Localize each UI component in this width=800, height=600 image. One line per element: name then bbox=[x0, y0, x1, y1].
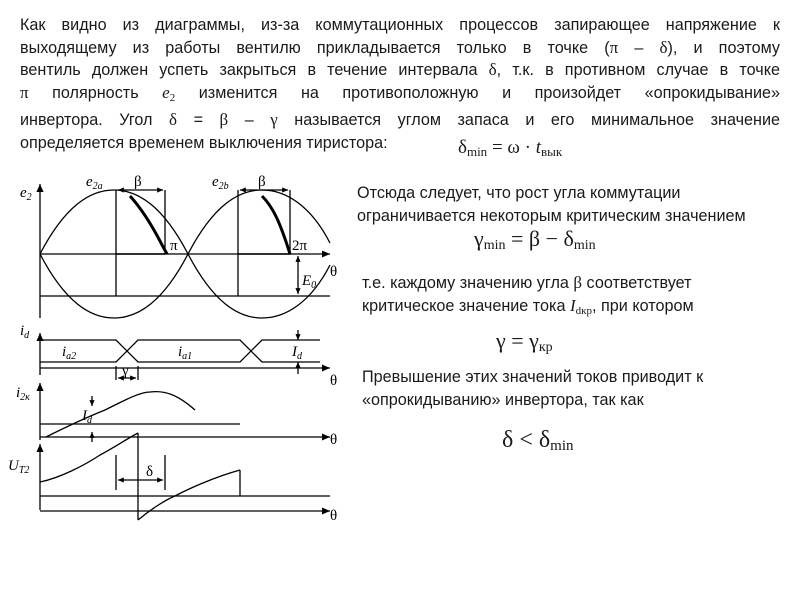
label-id: $i_d$ bbox=[20, 323, 30, 341]
label-pi: π bbox=[170, 238, 178, 254]
output-voltage-1 bbox=[130, 196, 167, 254]
label-e2: $e_2$ bbox=[20, 185, 32, 203]
equals: = bbox=[487, 137, 508, 158]
label-e2b: $e_{2b}$ bbox=[212, 174, 229, 192]
subscript: dкр bbox=[575, 304, 593, 317]
beta-symbol: β bbox=[573, 273, 583, 292]
right-text-1: Отсюда следует, что рост угла коммутации ограничивается некоторым критическим значением bbox=[357, 184, 746, 225]
label-ia1: $i_{a1}$ bbox=[178, 344, 193, 362]
para-text: , при котором bbox=[592, 296, 694, 315]
subscript: min bbox=[550, 438, 574, 454]
formula-rest: < δ bbox=[513, 427, 551, 453]
minus: – bbox=[228, 111, 271, 129]
label-E0: $E_0$ bbox=[302, 273, 317, 291]
I-symbol: I bbox=[569, 295, 576, 315]
gamma-symbol: γ bbox=[474, 226, 484, 251]
subscript: min bbox=[483, 238, 506, 253]
beta-symbol: β bbox=[219, 110, 229, 129]
UT2-after bbox=[138, 470, 240, 520]
para-text: инвертора. Угол bbox=[20, 111, 170, 129]
label-beta-1: β bbox=[134, 174, 142, 190]
label-2pi: 2π bbox=[292, 238, 308, 254]
para-text: ), и поэтому bbox=[667, 38, 780, 57]
para-text: называется углом запаса и его минимальное значение bbox=[277, 111, 781, 129]
t-symbol: t bbox=[535, 137, 542, 158]
subscript: min bbox=[573, 238, 596, 253]
gamma-symbol: γ bbox=[496, 328, 506, 353]
subscript: вык bbox=[541, 144, 563, 159]
omega-symbol: ω bbox=[507, 137, 520, 158]
pi-symbol: π bbox=[20, 82, 29, 102]
formula-rest: = γ bbox=[505, 328, 539, 353]
pi-symbol: π bbox=[609, 37, 619, 57]
subscript: 2 bbox=[169, 91, 176, 104]
para-text: т.е. каждому значению угла bbox=[362, 274, 574, 292]
para-text: выходящему из работы вентилю прикладывается только в точке ( bbox=[20, 38, 610, 57]
label-beta-2: β bbox=[258, 174, 266, 190]
label-delta: δ bbox=[146, 464, 154, 480]
subscript: кр bbox=[538, 340, 553, 355]
UT2-rising bbox=[40, 433, 138, 482]
para-text: , т.к. в противном случае в точке bbox=[496, 61, 780, 79]
equals: = bbox=[177, 111, 220, 129]
para-text: полярность bbox=[28, 83, 163, 102]
e-letter: e bbox=[162, 82, 170, 102]
label-Id: $I_d$ bbox=[292, 344, 302, 362]
delta-symbol: δ bbox=[488, 60, 497, 79]
label-Id2: $I_d$ bbox=[82, 408, 92, 426]
gamma-symbol: γ bbox=[270, 110, 278, 129]
label-theta-3: θ bbox=[330, 432, 338, 448]
label-theta-2: θ bbox=[330, 373, 338, 389]
dot: · bbox=[519, 137, 536, 158]
output-voltage-2 bbox=[262, 196, 290, 254]
label-ia2: $i_{a2}$ bbox=[62, 344, 77, 362]
label-gamma: γ bbox=[122, 363, 129, 379]
i2k-curve bbox=[46, 392, 195, 437]
label-i2k: $i_{2к}$ bbox=[16, 385, 30, 403]
delta-symbol: δ bbox=[502, 427, 514, 453]
subscript: min bbox=[466, 144, 488, 159]
para-text: вентиль должен успеть закрыться в течение интервала bbox=[20, 61, 489, 79]
label-e2a: $e_{2a}$ bbox=[86, 174, 103, 192]
right-text-3: Превышение этих значений токов приводит к «опрокидыванию» инвертора, так как bbox=[362, 368, 704, 409]
para-text: изменится на противоположную и произойдет «опрокидывание» bbox=[175, 83, 780, 102]
delta-symbol: δ bbox=[458, 137, 467, 158]
delta-symbol: δ bbox=[169, 110, 178, 129]
dash: – bbox=[618, 38, 660, 57]
formula-rest: = β − δ bbox=[505, 226, 574, 251]
para-line-6: определяется временем выключения тиристора: bbox=[20, 133, 388, 152]
para-text: соответствует критическое значение тока bbox=[362, 274, 692, 315]
para-line-1: Как видно из диаграммы, из-за коммутационных процессов запирающее напряжение к bbox=[20, 16, 780, 34]
label-theta-4: θ bbox=[330, 508, 338, 524]
label-theta-1: θ bbox=[330, 264, 338, 280]
label-UT2: $U_{T2}$ bbox=[8, 458, 30, 476]
delta-symbol: δ bbox=[659, 37, 668, 57]
